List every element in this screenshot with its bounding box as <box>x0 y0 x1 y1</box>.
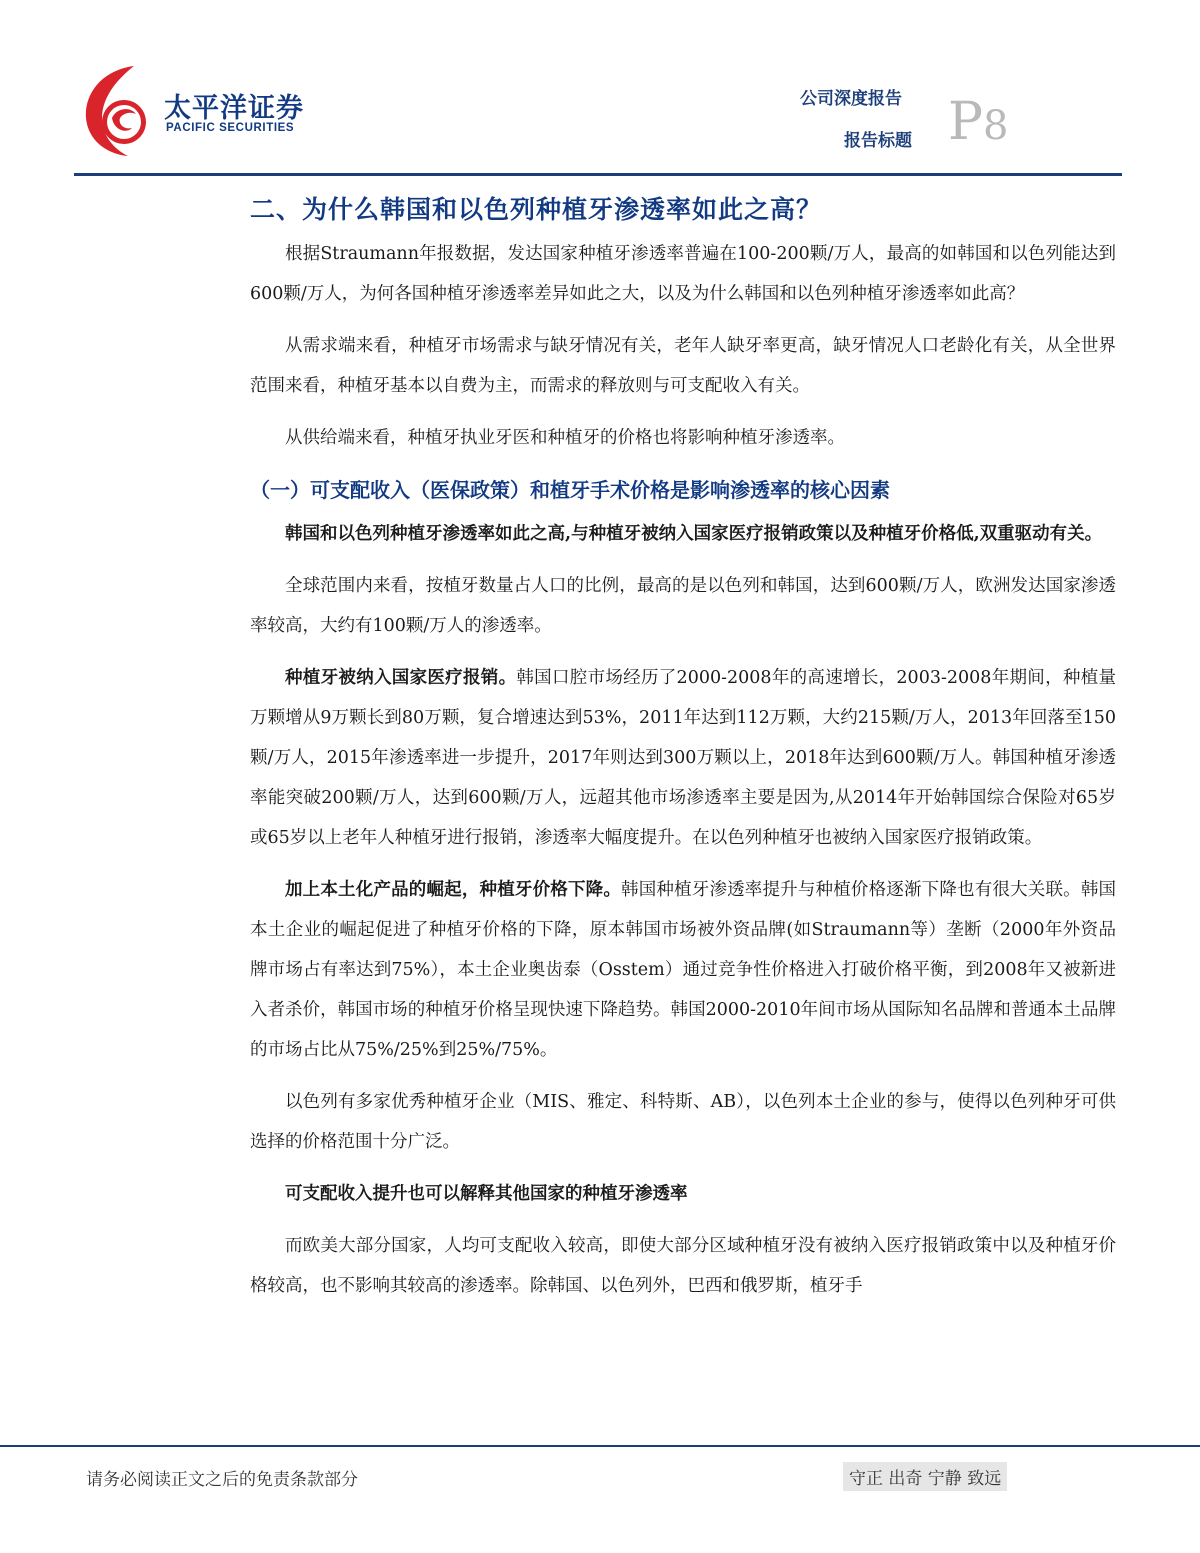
paragraph-local-products <box>250 870 1116 1070</box>
company-logo <box>82 62 322 162</box>
paragraph-medical-reimbursement <box>250 658 1116 858</box>
section-title: 二、为什么韩国和以色列种植牙渗透率如此之高？ <box>250 195 823 224</box>
body-medical-reimbursement: 韩国口腔市场经历了2000-2008年的高速增长，2003-2008年期间，种植量万颗增从9万颗长到80万颗，复合增速达到53%，2011年达到112万颗，大约215颗/万人，2013年回落至150颗/万人，2015年渗透率进一步提升，2017年则达到300万颗以上，2018年达到600颗/万人。韩国种植牙渗透率能突破200颗/万人，达到600颗/万人，远超其他市场渗透率主要是因为,从2014年开始韩国综合保险对65岁或65岁以上老年人种植牙进行报销，渗透率大幅度提升。在以色列种植牙也被纳入国家医疗报销政策。 <box>250 668 1116 848</box>
paragraph-straumann-data: 根据Straumann年报数据，发达国家种植牙渗透率普遍在100-200颗/万人，最高的如韩国和以色列能达到600颗/万人，为何各国种植牙渗透率差异如此之大，以及为什么韩国和以色列种植牙渗透率如此高？ <box>250 244 1116 304</box>
footer-disclaimer: 请务必阅读正文之后的免责条款部分 <box>86 1470 358 1490</box>
page-number <box>948 92 1008 156</box>
paragraph-supply-side: 从供给端来看，种植牙执业牙医和种植牙的价格也将影响种植牙渗透率。 <box>285 428 845 448</box>
paragraph-israel-companies: 以色列有多家优秀种植牙企业（MIS、雅定、科特斯、AB），以色列本土企业的参与，使得以色列种牙可供选择的价格范围十分广泛。 <box>250 1092 1116 1152</box>
lead-local-products: 加上本土化产品的崛起，种植牙价格下降。 <box>285 880 622 900</box>
paragraph-europe-us: 而欧美大部分国家，人均可支配收入较高，即使大部分区域种植牙没有被纳入医疗报销政策中以及种植牙价格较高，也不影响其较高的渗透率。除韩国、以色列外，巴西和俄罗斯，植牙手 <box>250 1236 1116 1296</box>
paragraph-global-penetration: 全球范围内来看，按植牙数量占人口的比例，最高的是以色列和韩国，达到600颗/万人，欧洲发达国家渗透率较高，大约有100颗/万人的渗透率。 <box>250 576 1116 636</box>
footer-motto: 守正 出奇 宁静 致远 <box>843 1462 1007 1491</box>
header-divider <box>74 173 1122 176</box>
lead-medical-reimbursement: 种植牙被纳入国家医疗报销。 <box>285 668 517 688</box>
page-number-letter: P <box>948 92 983 152</box>
paragraph-demand-side: 从需求端来看，种植牙市场需求与缺牙情况有关，老年人缺牙率更高，缺牙情况人口老龄化有关，从全世界范围来看，种植牙基本以自费为主，而需求的释放则与可支配收入有关。 <box>250 336 1116 396</box>
report-body <box>250 234 1116 1318</box>
brand-name-cn: 太平洋证券 <box>164 93 304 124</box>
report-type-label: 公司深度报告 <box>800 89 902 109</box>
subsection-heading: （一）可支配收入（医保政策）和植牙手术价格是影响渗透率的核心因素 <box>250 478 890 502</box>
brand-name-en: PACIFIC SECURITIES <box>166 122 295 134</box>
pacific-securities-logo-icon <box>82 62 162 158</box>
paragraph-disposable-income-heading: 可支配收入提升也可以解释其他国家的种植牙渗透率 <box>285 1184 688 1204</box>
paragraph-dual-drivers: 韩国和以色列种植牙渗透率如此之高,与种植牙被纳入国家医疗报销政策以及种植牙价格低,双重驱动有关。 <box>285 524 1103 544</box>
report-title-label: 报告标题 <box>844 131 912 151</box>
page-number-digit: 8 <box>983 103 1009 149</box>
footer-divider <box>0 1445 1200 1447</box>
body-local-products: 韩国种植牙渗透率提升与种植价格逐渐下降也有很大关联。韩国本土企业的崛起促进了种植牙价格的下降，原本韩国市场被外资品牌(如Straumann等）垄断（2000年外资品牌市场占有率达到75%），本土企业奥齿泰（Osstem）通过竞争性价格进入打破价格平衡，到2008年又被新进入者杀价，韩国市场的种植牙价格呈现快速下降趋势。韩国2000-2010年间市场从国际知名品牌和普通本土品牌的市场占比从75%/25%到25%/75%。 <box>250 880 1117 1060</box>
